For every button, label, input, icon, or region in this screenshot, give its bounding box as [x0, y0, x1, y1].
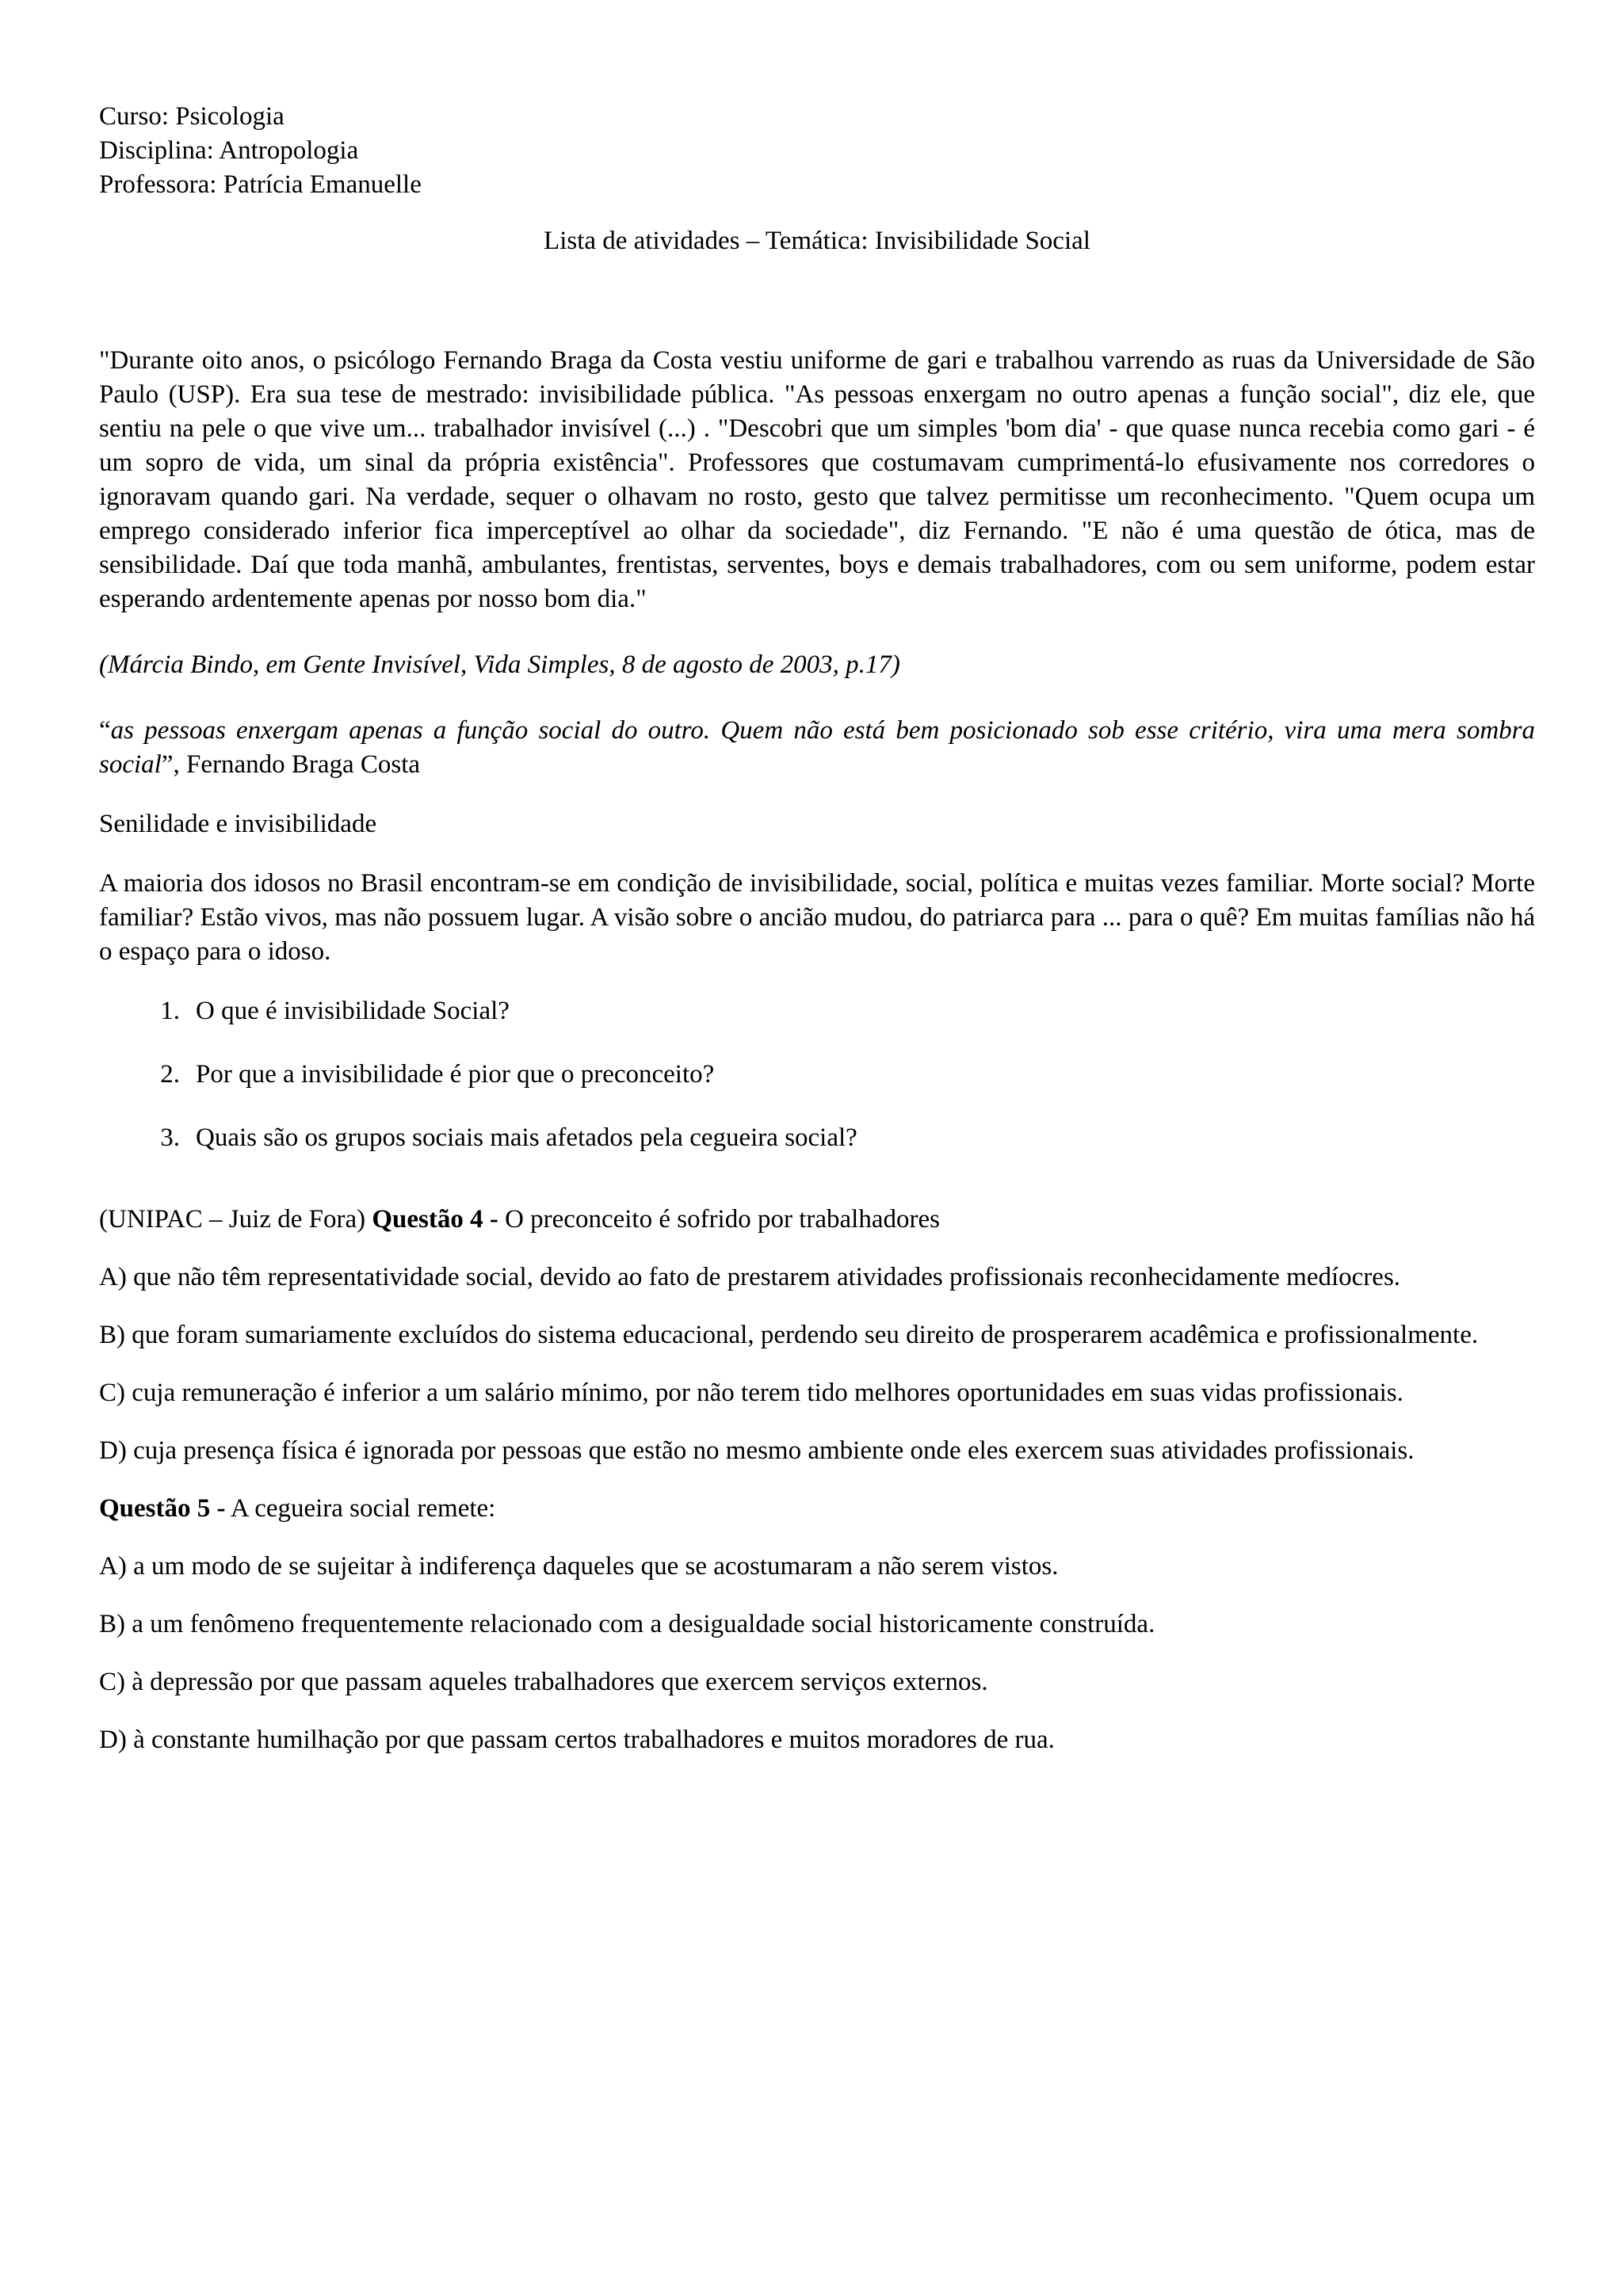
quote-open: “ — [99, 716, 111, 745]
question-4-option-b: B) que foram sumariamente excluídos do sistema educacional, perdendo seu direito de prosperarem acadêmica e profissionalmente. — [99, 1321, 1479, 1349]
list-item-text: O que é invisibilidade Social? — [196, 997, 510, 1025]
document-title: Lista de atividades – Temática: Invisibilidade Social — [544, 227, 1090, 255]
section-heading: Senilidade e invisibilidade — [99, 810, 377, 838]
course-line: Curso: Psicologia — [99, 102, 285, 131]
list-item — [99, 1121, 1535, 1155]
question-5-option-a: A) a um modo de se sujeitar à indiferença daqueles que se acostumaram a não serem vistos. — [99, 1552, 1059, 1581]
question-4-text: O preconceito é sofrido por trabalhadores — [498, 1205, 940, 1234]
question-4-source: (UNIPAC – Juiz de Fora) — [99, 1205, 372, 1234]
question-4-option-c: C) cuja remuneração é inferior a um salário mínimo, por não terem tido melhores oportunidades em suas vidas profissionais. — [99, 1379, 1403, 1407]
intro-paragraph: "Durante oito anos, o psicólogo Fernando Braga da Costa vestiu uniforme de gari e trabalhou varrendo as ruas da Universidade de São Paulo (USP). Era sua tese de mestrado: invisibilidade pública. "As pessoas enxergam no outro apenas a função social", diz ele, que sentiu na pele o que vive um... trabalhador invisível (...) . "Descobri que um simples 'bom dia' - que quase nunca recebia como gari - é um sopro de vida, um sinal da própria existência". Professores que costumavam cumprimentá-lo efusivamente nos corredores o ignoravam quando gari. Na verdade, sequer o olhavam no rosto, gesto que talvez permitisse um reconhecimento. "Quem ocupa um emprego considerado inferior fica imperceptível ao olhar da sociedade", diz Fernando. "E não é uma questão de ótica, mas de sensibilidade. Daí que toda manhã, ambulantes, frentistas, serventes, boys e demais trabalhadores, com ou sem uniforme, podem estar esperando ardentemente apenas por nosso bom dia." — [99, 346, 1535, 613]
list-item — [99, 994, 1535, 1028]
question-5-option-c: C) à depressão por que passam aqueles trabalhadores que exercem serviços externos. — [99, 1668, 988, 1696]
question-4-option-a: A) que não têm representatividade social, devido ao fato de prestarem atividades profissionais reconhecidamente medíocres. — [99, 1263, 1401, 1291]
question-5-stem — [99, 1492, 1535, 1526]
list-item-text: Por que a invisibilidade é pior que o preconceito? — [196, 1060, 715, 1089]
question-5-option-d: D) à constante humilhação por que passam certos trabalhadores e muitos moradores de rua. — [99, 1726, 1055, 1754]
quote-attribution: ”, Fernando Braga Costa — [161, 750, 421, 779]
list-item-number: 2. — [160, 1060, 180, 1089]
list-item — [99, 1058, 1535, 1092]
document-page — [99, 100, 1535, 1757]
list-item-number: 1. — [160, 997, 180, 1025]
question-list — [99, 994, 1535, 1155]
question-4-option-d: D) cuja presença física é ignorada por pessoas que estão no mesmo ambiente onde eles exercem suas atividades profissionais. — [99, 1436, 1415, 1465]
list-item-number: 3. — [160, 1123, 180, 1152]
list-item-text: Quais são os grupos sociais mais afetados pela cegueira social? — [196, 1123, 857, 1152]
quote — [99, 714, 1535, 782]
question-5-option-b: B) a um fenômeno frequentemente relacionado com a desigualdade social historicamente construída. — [99, 1610, 1155, 1638]
quote-italic-text: as pessoas enxergam apenas a função social do outro. Quem não está bem posicionado sob esse critério, vira uma mera sombra social — [99, 716, 1535, 779]
senilidade-paragraph: A maioria dos idosos no Brasil encontram-se em condição de invisibilidade, social, política e muitas vezes familiar. Morte social? Morte familiar? Estão vivos, mas não possuem lugar. A visão sobre o ancião mudou, do patriarca para ... para o quê? Em muitas famílias não há o espaço para o idoso. — [99, 869, 1535, 966]
question-5-label: Questão 5 - — [99, 1494, 226, 1523]
question-4-stem — [99, 1203, 1535, 1237]
citation: (Márcia Bindo, em Gente Invisível, Vida Simples, 8 de agosto de 2003, p.17) — [99, 650, 900, 679]
discipline-line: Disciplina: Antropologia — [99, 136, 359, 165]
question-4-label: Questão 4 - — [372, 1205, 498, 1234]
question-5-text: A cegueira social remete: — [225, 1494, 496, 1523]
professor-line: Professora: Patrícia Emanuelle — [99, 170, 422, 199]
